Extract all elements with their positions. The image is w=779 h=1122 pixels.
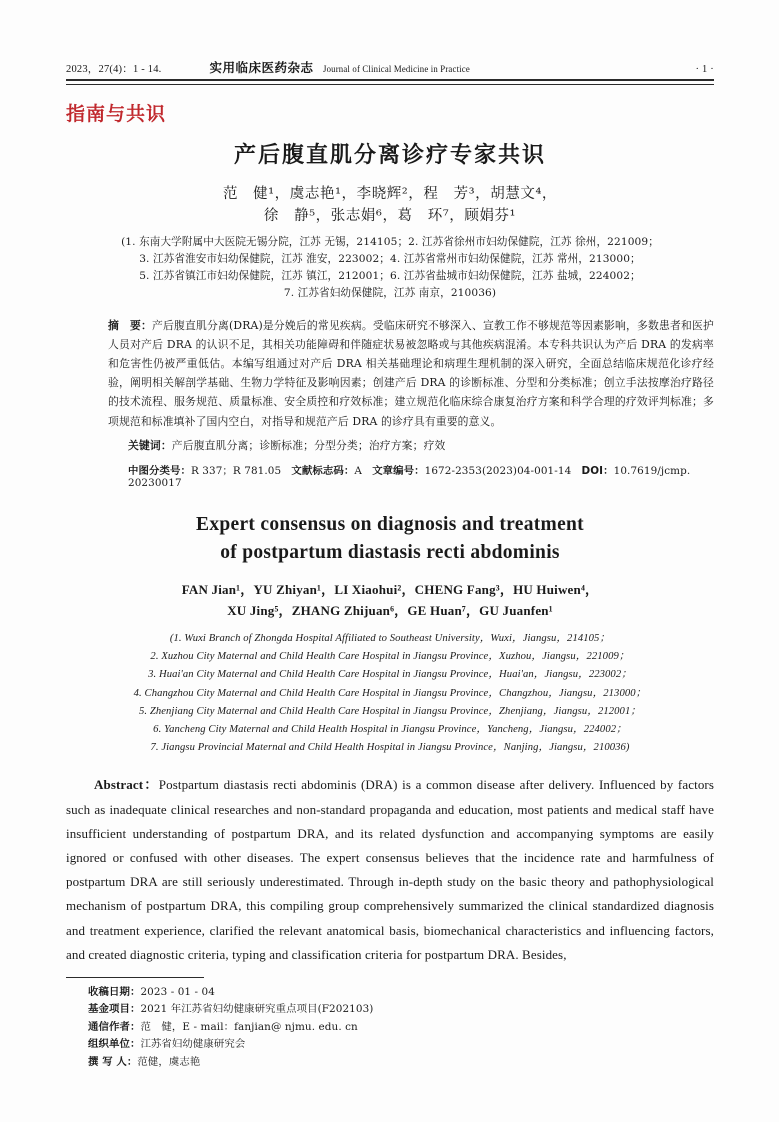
footnote-line: [88, 984, 714, 1001]
affiliation-en-line: 3. Huai'an City Maternal and Child Health Care Hospital in Jiangsu Province，Huai'an，Jiangsu，223002；: [148, 669, 632, 681]
doi-value: 10.7619/jcmp. 20230017: [128, 464, 691, 489]
footnote-label: 通信作者：: [88, 1020, 141, 1033]
doi-label: DOI：: [581, 464, 614, 477]
authors-en: [66, 580, 714, 622]
page-title-en-line-2: of postpartum diastasis recti abdominis: [220, 541, 560, 563]
abstract-en-text: Postpartum diastasis recti abdominis (DRA) is a common disease after delivery. Influenced by factors such as inadequate clinical researches and non-standard propaganda and education, most patients and medical staff have insufficient understanding of postpartum DRA, and its related dysfunction and accompanying symptoms are easily ignored or confused with other diseases. The expert consensus believes that the incidence rate and harmfulness of postpartum DRA are still seriously underestimated. Through in-depth study on the basic theory and pathophysiological mechanism of postpartum DRA, this compiling group comprehensively summarized the clinical standardized diagnosis and treatment experience, clarified the relevant anatomical basis, biomechanical characteristics and influencing factors, and created diagnostic criteria, typing and classification criteria for postpartum DRA. Besides,: [66, 777, 715, 962]
keywords-zh-label: 关键词：: [128, 438, 172, 452]
footnote-line: [88, 1054, 714, 1071]
keywords-zh-text: 产后腹直肌分离；诊断标准；分型分类；治疗方案；疗效: [171, 438, 446, 452]
abstract-zh-label: 摘 要：: [108, 318, 153, 332]
page-content: [66, 0, 714, 1071]
footnote-label: 收稿日期：: [88, 985, 141, 998]
footnote-value: 2021 年江苏省妇幼健康研究重点项目(F202103): [140, 1003, 374, 1016]
section-tag: 指南与共识: [66, 103, 167, 125]
article-number-label: 文章编号：: [372, 464, 425, 477]
affiliations-zh: [66, 234, 714, 303]
authors-zh-line-2: 徐 静⁵，张志娟⁶，葛 环⁷，顾娟芬¹: [263, 208, 517, 225]
abstract-zh: [66, 316, 714, 431]
affiliations-en: [66, 630, 714, 758]
affiliation-en-line: 5. Zhenjiang City Maternal and Child Health Care Hospital in Jiangsu Province，Zhenjiang，Jiangsu，212001；: [138, 705, 642, 717]
abstract-en-label: Abstract：: [94, 777, 159, 793]
affiliation-zh-line: (1. 东南大学附属中大医院无锡分院，江苏 无锡，214105；2. 江苏省徐州市妇幼保健院，江苏 徐州，221009；: [121, 235, 659, 248]
footnote-rule: [66, 977, 204, 978]
abstract-en: [66, 773, 714, 966]
affiliation-en-line: 2. Xuzhou City Maternal and Child Health Care Hospital in Jiangsu Province，Xuzhou，Jiangsu，221009；: [150, 651, 630, 663]
footnote-value: 2023 - 01 - 04: [140, 985, 215, 998]
header-rule: [66, 79, 714, 85]
journal-title-zh: 实用临床医药杂志: [209, 60, 314, 75]
authors-en-line-2: XU Jing⁵，ZHANG Zhijuan⁶，GE Huan⁷，GU Juanfen¹: [227, 603, 553, 619]
running-head-citation: 2023，27(4)：1 - 14.: [66, 64, 162, 75]
document-code-label: 文献标志码：: [291, 464, 355, 477]
authors-zh-line-1: 范 健¹，虞志艳¹，李晓辉²，程 芳³，胡慧文⁴，: [222, 186, 558, 202]
clc-value: R 337；R 781.05: [190, 464, 282, 477]
footnote-value: 范 健，E - mail：fanjian@ njmu. edu. cn: [140, 1020, 358, 1033]
affiliation-zh-line: 5. 江苏省镇江市妇幼保健院，江苏 镇江，212001；6. 江苏省盐城市妇幼保健院，江苏 盐城，224002；: [139, 270, 641, 283]
footnote-label: 组织单位：: [88, 1038, 141, 1051]
abstract-zh-text: 产后腹直肌分离(DRA)是分娩后的常见疾病。受临床研究不够深入、宣教工作不够规范等因素影响，多数患者和医护人员对产后 DRA 的认识不足，其相关功能障碍和伴随症状易被忽略或与其他疾病混淆。本专科共识认为产后 DRA 的发病率和危害性仍被严重低估。本编写组通过对产后 DRA 相关基础理论和病理生理机制的深入研究，全面总结临床规范化诊疗经验，阐明相关解剖学基础、生物力学特征及影响因素；创建产后 DRA 的诊断标准、分型和分类标准；创立手法按摩治疗路径的技术流程、服务规范、质量标准、安全质控和疗效标准；建立规范化临床综合康复治疗方案和科学合理的疗效评判标准；多项规范和标准填补了国内空白，对指导和规范产后 DRA 的诊疗具有重要的意义。: [108, 318, 715, 428]
page-title-en: [66, 511, 714, 566]
footnote-line: [88, 1001, 714, 1018]
footnote-line: [88, 1036, 714, 1053]
affiliation-zh-line: 7. 江苏省妇幼保健院，江苏 南京，210036): [283, 287, 497, 300]
journal-title-en: Journal of Clinical Medicine in Practice: [323, 65, 471, 75]
document-code-value: A: [354, 464, 362, 477]
footnote-value: 江苏省妇幼健康研究会: [140, 1038, 246, 1051]
page-number: · 1 ·: [695, 64, 714, 75]
footnote-value: 范健，虞志艳: [137, 1055, 201, 1068]
affiliation-en-line: 7. Jiangsu Provincial Maternal and Child Health Hospital in Jiangsu Province，Nanjing，Jiangsu，210036): [150, 742, 630, 754]
footnote-block: [66, 984, 714, 1071]
affiliation-en-line: (1. Wuxi Branch of Zhongda Hospital Affiliated to Southeast University，Wuxi，Jiangsu，214105；: [169, 632, 611, 644]
running-head: [66, 0, 714, 76]
page-title-zh: 产后腹直肌分离诊疗专家共识: [233, 143, 546, 168]
affiliation-en-line: 4. Changzhou City Maternal and Child Health Care Hospital in Jiangsu Province，Changzhou，Jiangsu，213000；: [133, 687, 647, 699]
footnote-label: 撰 写 人：: [88, 1055, 138, 1068]
footnote-line: [88, 1019, 714, 1036]
page-title-en-line-1: Expert consensus on diagnosis and treatment: [196, 513, 584, 535]
affiliation-en-line: 6. Yancheng City Maternal and Child Health Hospital in Jiangsu Province，Yancheng，Jiangsu，224002；: [153, 724, 627, 736]
authors-zh: [66, 183, 714, 228]
keywords-zh: [66, 436, 714, 455]
authors-en-line-1: FAN Jian¹，YU Zhiyan¹，LI Xiaohui²，CHENG Fang³，HU Huiwen⁴，: [181, 582, 599, 598]
clc-label: 中图分类号：: [128, 464, 191, 477]
footnote-label: 基金项目：: [88, 1003, 141, 1016]
affiliation-zh-line: 3. 江苏省淮安市妇幼保健院，江苏 淮安，223002；4. 江苏省常州市妇幼保健院，江苏 常州，213000；: [139, 253, 641, 266]
classification-line: [66, 462, 714, 489]
article-number-value: 1672-2353(2023)04-001-14: [424, 464, 572, 477]
